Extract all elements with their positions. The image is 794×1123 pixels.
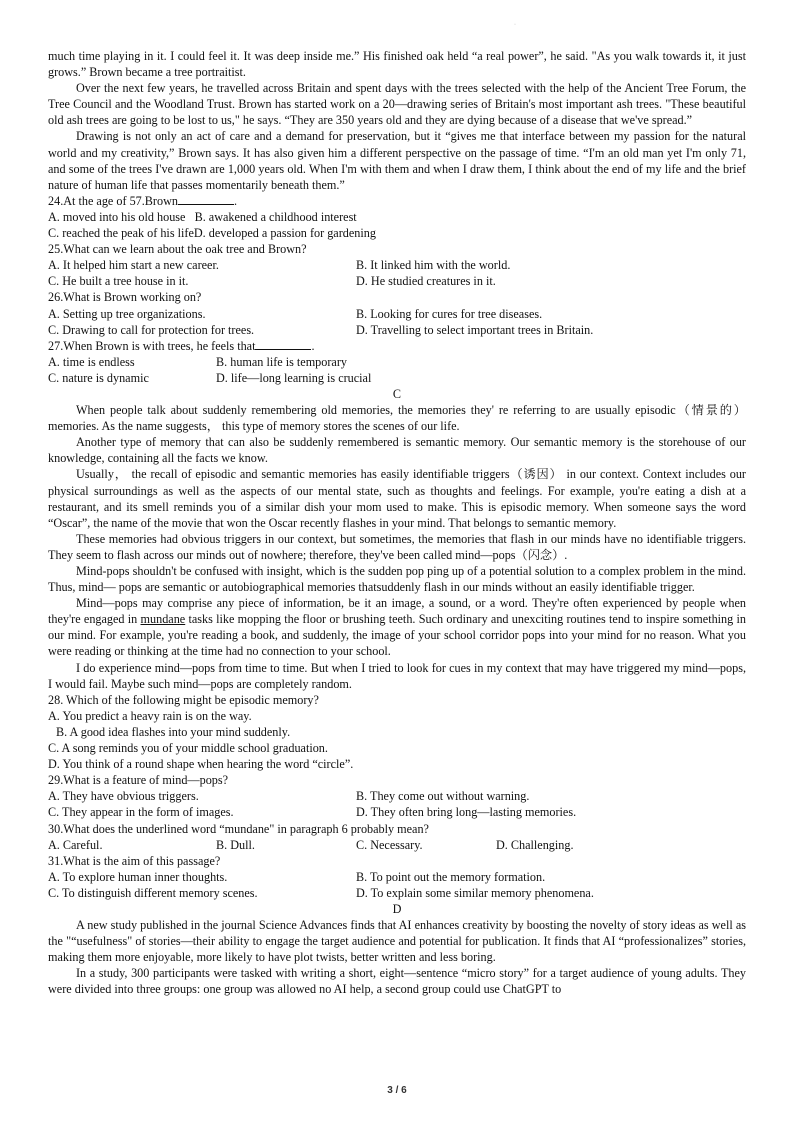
top-mark: · bbox=[514, 22, 516, 28]
question-30-options bbox=[48, 837, 746, 853]
option-a: A. time is endless bbox=[48, 354, 135, 369]
option-c: C. Drawing to call for protection for trees. bbox=[48, 322, 255, 337]
question-24-options-ab: A. moved into his old house B. awakened a childhood interest bbox=[48, 209, 357, 224]
question-29-stem: 29.What is a feature of mind—pops? bbox=[48, 773, 229, 788]
passage-d-paragraph-2: In a study, 300 participants were tasked with writing a short, eight—sentence “micro story” for a target audience of young adults. They were divided into three groups: one group was allowed no AI help, a second group could use ChatGPT to bbox=[48, 966, 746, 997]
question-25-stem: 25.What can we learn about the oak tree and Brown? bbox=[48, 242, 307, 257]
answer-blank bbox=[178, 193, 234, 205]
option-d: D. To explain some similar memory phenomena. bbox=[356, 885, 594, 900]
passage-c-paragraph-4: These memories had obvious triggers in our context, but sometimes, the memories that flash in our minds have no identifiable triggers. They seem to flash across our minds out of nowhere; therefore, they've been called mind—pops（闪念）. bbox=[48, 531, 746, 562]
document-page bbox=[48, 48, 746, 998]
question-24-stem bbox=[48, 193, 746, 209]
option-c: C. They appear in the form of images. bbox=[48, 805, 234, 820]
option-d: D. They often bring long—lasting memories. bbox=[356, 805, 577, 820]
option-a: A. Setting up tree organizations. bbox=[48, 306, 206, 321]
page-number: 3 / 6 bbox=[387, 1085, 407, 1096]
answer-blank bbox=[255, 338, 311, 350]
question-24-stem-text: 24.At the age of 57.Brown bbox=[48, 193, 178, 208]
passage-c-paragraph-2: Another type of memory that can also be suddenly remembered is semantic memory. Our semantic memory is the storehouse of our knowledge, containing all the facts we know. bbox=[48, 435, 746, 466]
question-27-stem-text: 27.When Brown is with trees, he feels that bbox=[48, 338, 256, 353]
option-b: B. It linked him with the world. bbox=[356, 258, 511, 273]
paragraph-6-text-end: tasks like mopping the floor or brushing teeth. Such ordinary and unexciting routines tend to inspire something in our mind. For example, you're reading a book, and suddenly, the image of your school corridor pops into your mind for no reason. What you were reading or thinking at the time had no connection to your school. bbox=[48, 612, 746, 659]
question-26-row-2 bbox=[48, 322, 746, 338]
passage-c-paragraph-6 bbox=[48, 595, 746, 659]
option-b: B. To point out the memory formation. bbox=[356, 869, 546, 884]
question-31-row-1 bbox=[48, 869, 746, 885]
option-a: A. You predict a heavy rain is on the way. bbox=[48, 708, 252, 723]
option-b: B. Dull. bbox=[216, 837, 255, 852]
passage-c-paragraph-3: Usually， the recall of episodic and semantic memories has easily identifiable triggers（诱因） in our context. Context includes our physical surroundings as well as the aspects of our mental state, such as thoughts and feelings. For example, you're eating a dish at a restaurant, and its smell reminds you of a similar dish your mom used to make. This is episodic memory. When someone says the word “Oscar”, the name of the movie that won the Oscar recently flashes in your mind. That belongs to semantic memory. bbox=[48, 467, 746, 530]
option-a: A. They have obvious triggers. bbox=[48, 789, 199, 804]
question-27-stem bbox=[48, 338, 746, 354]
option-b: B. They come out without warning. bbox=[356, 789, 530, 804]
passage-c-paragraph-5: Mind-pops shouldn't be confused with insight, which is the sudden pop ping up of a potential solution to a complex problem in the mind. Thus, mind— pops are semantic or autobiographical memories thatsuddenly flash in our minds without an easily identifiable trigger. bbox=[48, 564, 746, 595]
question-31-row-2 bbox=[48, 885, 746, 901]
question-26-row-1 bbox=[48, 306, 746, 322]
passage-b-paragraph-2: Over the next few years, he travelled across Britain and spent days with the trees selected with the help of the Ancient Tree Forum, the Tree Council and the Woodland Trust. Brown has started work on a 20—drawing series of Britain's most important ash trees. "These beautiful old ash trees are going to be lost to us," he says. “They are 350 years old and they are dying because of a disease that we've spread.” bbox=[48, 81, 746, 128]
section-heading-d: D bbox=[392, 901, 402, 916]
passage-b-paragraph-3: Drawing is not only an act of care and a demand for preservation, but it “gives me that interface between my passion for the natural world and my creativity,” Brown says. It has also given him a different perspective on the passage of time. “I'm an old man yet I'm only 71, and some of the trees I've drawn are 1,000 years old. When I'm with them and when I draw them, I think about the end of my life and the brief nature of human life that passes momentarily beneath them.” bbox=[48, 129, 746, 192]
question-29-row-1 bbox=[48, 788, 746, 804]
option-c: C. A song reminds you of your middle school graduation. bbox=[48, 741, 328, 756]
option-d: D. Challenging. bbox=[496, 837, 574, 852]
question-30-stem: 30.What does the underlined word “mundane" in paragraph 6 probably mean? bbox=[48, 821, 429, 836]
option-b: B. A good idea flashes into your mind suddenly. bbox=[56, 724, 291, 739]
option-c: C. nature is dynamic bbox=[48, 370, 149, 385]
paragraph-6-text-start: Mind—pops may comprise any piece of information, be it an image, a sound, or a word. They're often experienced by people when they're engaged in bbox=[48, 596, 746, 627]
underlined-word: mundane bbox=[140, 612, 186, 627]
question-27-row-2 bbox=[48, 370, 746, 386]
section-heading-c: C bbox=[392, 386, 402, 401]
question-25-row-2 bbox=[48, 273, 746, 289]
option-d: D. life—long learning is crucial bbox=[216, 370, 372, 385]
question-25-row-1 bbox=[48, 257, 746, 273]
option-d: D. Travelling to select important trees in Britain. bbox=[356, 322, 594, 337]
question-24-stem-end: . bbox=[233, 193, 238, 208]
passage-c-paragraph-7: I do experience mind—pops from time to time. But when I tried to look for cues in my context that may have triggered my mind—pops, I would fail. Maybe such mind—pops are completely random. bbox=[48, 660, 746, 691]
question-28-stem: 28. Which of the following might be episodic memory? bbox=[48, 692, 319, 707]
option-c: C. He built a tree house in it. bbox=[48, 274, 189, 289]
question-29-row-2 bbox=[48, 804, 746, 820]
question-24-options-cd: C. reached the peak of his lifeD. developed a passion for gardening bbox=[48, 226, 376, 241]
question-31-stem: 31.What is the aim of this passage? bbox=[48, 853, 221, 868]
passage-d-paragraph-1: A new study published in the journal Science Advances finds that AI enhances creativity by boosting the novelty of story ideas as well as the "“usefulness" of stories—their ability to engage the target audience and potential for publication. It finds that AI “professionalizes” stories, making them more enjoyable, more likely to have plot twists, better written and less boring. bbox=[48, 918, 746, 965]
option-d: D. You think of a round shape when hearing the word “circle”. bbox=[48, 757, 354, 772]
question-27-row-1 bbox=[48, 354, 746, 370]
option-a: A. Careful. bbox=[48, 837, 103, 852]
passage-c-paragraph-1: When people talk about suddenly remembering old memories, the memories they' re referring to are usually episodic（情景的）memories. As the name suggests， this type of memory stores the scenes of our life. bbox=[48, 403, 746, 434]
option-c: C. To distinguish different memory scenes. bbox=[48, 885, 258, 900]
question-27-stem-end: . bbox=[311, 338, 315, 353]
option-d: D. He studied creatures in it. bbox=[356, 274, 496, 289]
passage-b-paragraph-1: much time playing in it. I could feel it. It was deep inside me.” His finished oak held “a real power”, he said. "As you walk towards it, it just grows.” Brown became a tree portraitist. bbox=[48, 49, 746, 80]
option-a: A. To explore human inner thoughts. bbox=[48, 869, 228, 884]
question-26-stem: 26.What is Brown working on? bbox=[48, 290, 202, 305]
option-c: C. Necessary. bbox=[356, 837, 423, 852]
option-a: A. It helped him start a new career. bbox=[48, 258, 219, 273]
option-b: B. human life is temporary bbox=[216, 354, 347, 369]
option-b: B. Looking for cures for tree diseases. bbox=[356, 306, 543, 321]
